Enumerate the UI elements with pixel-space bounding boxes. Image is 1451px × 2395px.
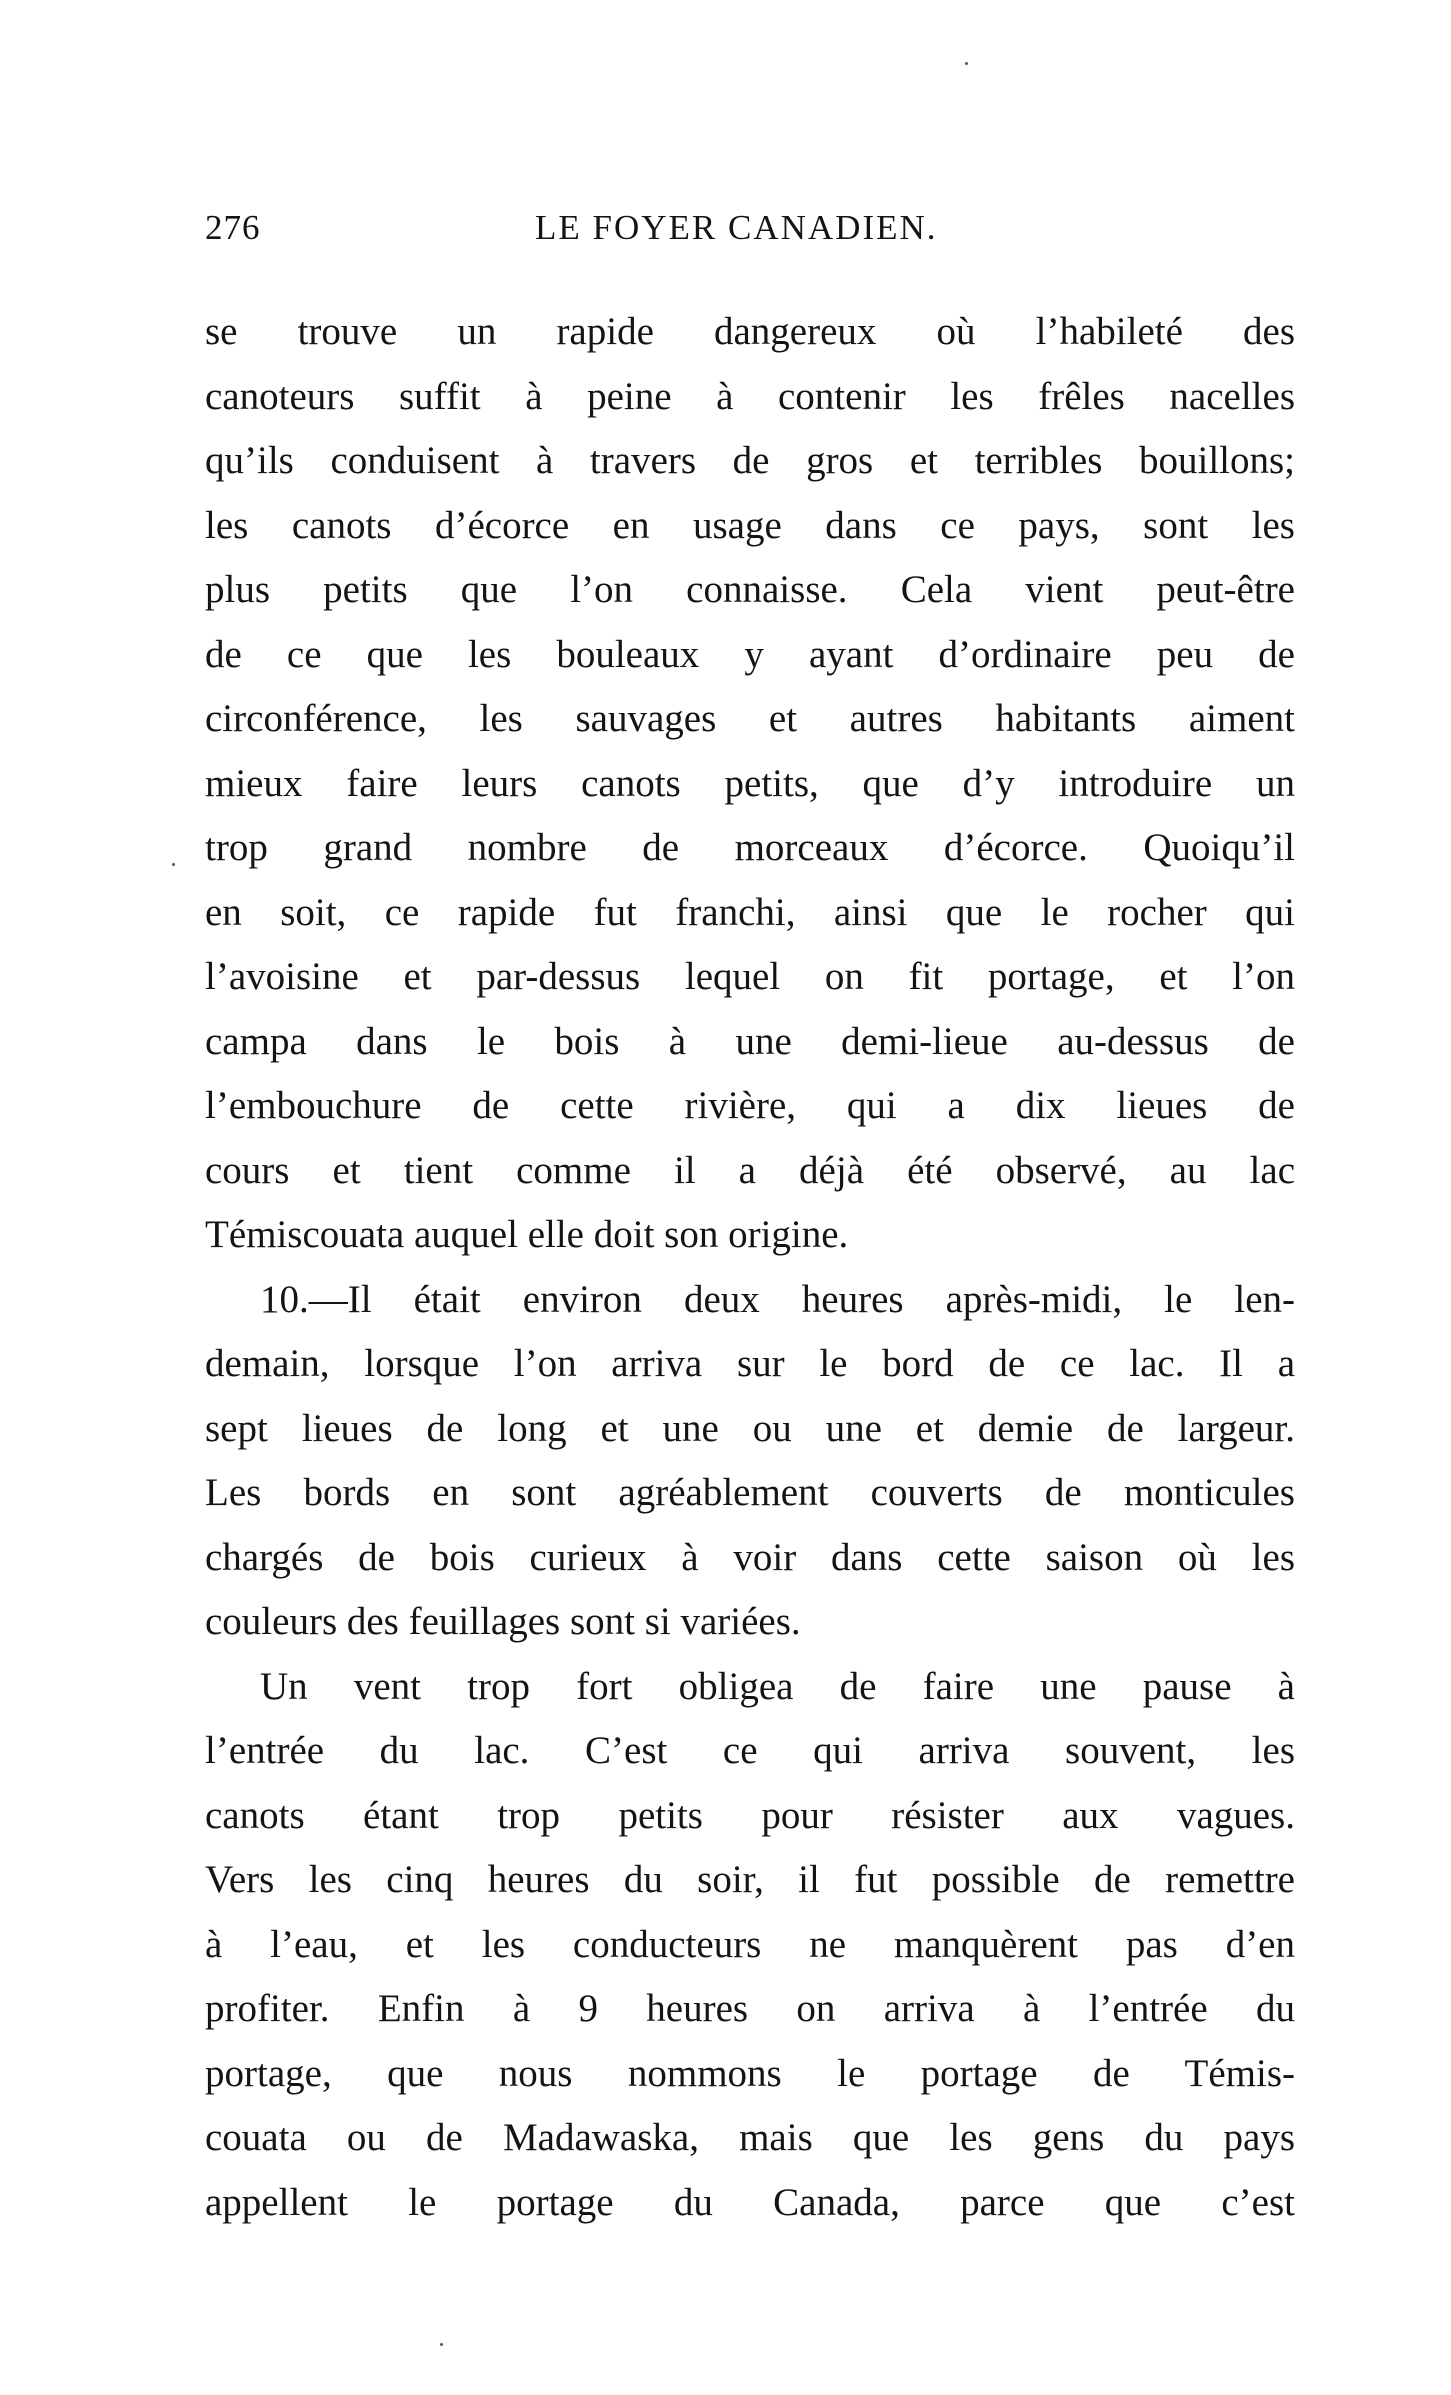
text-line: portage, que nous nommons le portage de Témis- xyxy=(205,2051,1295,2095)
text-line: mieux faire leurs canots petits, que d’y introduire un xyxy=(205,761,1295,805)
text-line: profiter. Enfin à 9 heures on arriva à l’entrée du xyxy=(205,1987,1295,2030)
text-line: de ce que les bouleaux y ayant d’ordinaire peu de xyxy=(205,632,1295,676)
page-number: 276 xyxy=(205,208,261,247)
text-line: canots étant trop petits pour résister aux vagues. xyxy=(205,1793,1295,1837)
text-line: circonférence, les sauvages et autres habitants aiment xyxy=(205,697,1295,740)
paragraph-1 xyxy=(205,300,1295,1268)
text-line: Vers les cinq heures du soir, il fut possible de remettre xyxy=(205,1858,1295,1901)
text-line: Les bords en sont agréablement couverts de monticules xyxy=(205,1471,1295,1514)
text-line: canoteurs suffit à peine à contenir les frêles nacelles xyxy=(205,374,1295,418)
text-line: demain, lorsque l’on arriva sur le bord de ce lac. Il a xyxy=(205,1342,1295,1385)
running-head xyxy=(205,208,1295,258)
text-line: couata ou de Madawaska, mais que les gens du pays xyxy=(205,2116,1295,2159)
text-line: les canots d’écorce en usage dans ce pays, sont les xyxy=(205,503,1295,547)
text-line: l’avoisine et par-dessus lequel on fit portage, et l’on xyxy=(205,955,1295,998)
running-title: LE FOYER CANADIEN. xyxy=(535,208,938,247)
scan-speck xyxy=(440,2343,443,2346)
scan-speck xyxy=(965,62,968,65)
text-line: Témiscouata auquel elle doit son origine. xyxy=(205,1213,849,1256)
paragraph-2 xyxy=(205,1268,1295,1655)
text-line: appellent le portage du Canada, parce que c’est xyxy=(205,2180,1295,2224)
text-line: en soit, ce rapide fut franchi, ainsi que le rocher qui xyxy=(205,890,1295,934)
text-line: l’entrée du lac. C’est ce qui arriva souvent, les xyxy=(205,1729,1295,1772)
body-text xyxy=(205,300,1295,2235)
text-line: trop grand nombre de morceaux d’écorce. Quoiqu’il xyxy=(205,826,1295,869)
scan-speck xyxy=(172,863,175,866)
text-line: Un vent trop fort obligea de faire une pause à xyxy=(260,1664,1295,1708)
text-line: chargés de bois curieux à voir dans cette saison où les xyxy=(205,1535,1295,1579)
text-line: cours et tient comme il a déjà été observé, au lac xyxy=(205,1148,1295,1192)
paragraph-3 xyxy=(205,1655,1295,2236)
text-line: l’embouchure de cette rivière, qui a dix lieues de xyxy=(205,1084,1295,1127)
text-line: se trouve un rapide dangereux où l’habileté des xyxy=(205,310,1295,353)
text-line: à l’eau, et les conducteurs ne manquèrent pas d’en xyxy=(205,1922,1295,1966)
text-line: couleurs des feuillages sont si variées. xyxy=(205,1600,801,1643)
text-line: campa dans le bois à une demi-lieue au-dessus de xyxy=(205,1019,1295,1063)
text-line: qu’ils conduisent à travers de gros et terribles bouillons; xyxy=(205,439,1295,482)
text-line: sept lieues de long et une ou une et demie de largeur. xyxy=(205,1406,1295,1450)
text-line: 10.—Il était environ deux heures après-midi, le len- xyxy=(260,1277,1295,1321)
text-line: plus petits que l’on connaisse. Cela vient peut-être xyxy=(205,568,1295,611)
